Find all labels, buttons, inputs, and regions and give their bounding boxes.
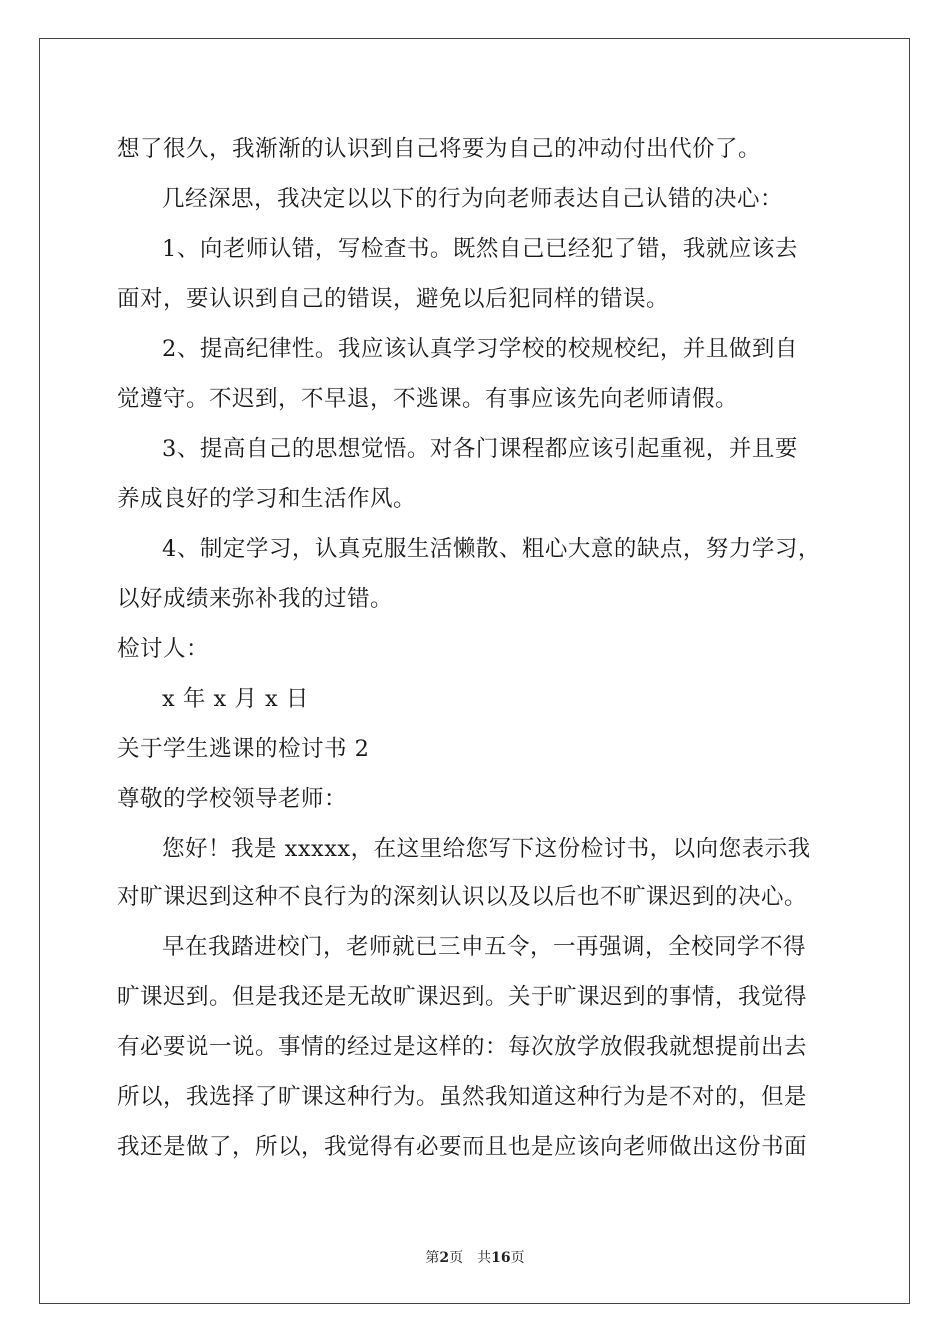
- list-item-4-line: 以好成绩来弥补我的过错。: [117, 586, 394, 612]
- page-frame: [39, 38, 910, 1304]
- paragraph-line: 我还是做了，所以，我觉得有必要而且也是应该向老师做出这份书面: [117, 1134, 808, 1160]
- list-item-1-line: 面对，要认识到自己的错误，避免以后犯同样的错误。: [117, 286, 670, 312]
- paragraph-line: 早在我踏进校门，老师就已三申五令，一再强调，全校同学不得: [162, 934, 807, 960]
- list-item-3-line: 养成良好的学习和生活作风。: [117, 486, 417, 512]
- paragraph-line: 几经深思，我决定以以下的行为向老师表达自己认错的决心：: [162, 186, 784, 212]
- paragraph-line: 您好！我是 xxxxx，在这里给您写下这份检讨书，以向您表示我: [162, 836, 811, 862]
- list-item-1-line: 1、向老师认错，写检查书。既然自己已经犯了错，我就应该去: [162, 236, 798, 262]
- page-footer: [0, 1248, 950, 1268]
- page-mid: 页 共: [449, 1250, 492, 1266]
- paragraph-line: 所以，我选择了旷课这种行为。虽然我知道这种行为是不对的，但是: [117, 1084, 808, 1110]
- signature-label: 检讨人：: [117, 636, 210, 662]
- paragraph-line: 对旷课迟到这种不良行为的深刻认识以及以后也不旷课迟到的决心。: [117, 884, 808, 910]
- page-suffix: 页: [510, 1250, 525, 1266]
- page-prefix: 第: [425, 1250, 440, 1266]
- page-total: 16: [491, 1250, 511, 1266]
- section-title: 关于学生逃课的检讨书 2: [117, 736, 370, 762]
- paragraph-line: 旷课迟到。但是我还是无故旷课迟到。关于旷课迟到的事情，我觉得: [117, 984, 808, 1010]
- paragraph-line: 想了很久，我渐渐的认识到自己将要为自己的冲动付出代价了。: [117, 136, 762, 162]
- page-current: 2: [439, 1250, 450, 1266]
- list-item-2-line: 觉遵守。不迟到，不早退，不逃课。有事应该先向老师请假。: [117, 386, 739, 412]
- paragraph-line: 有必要说一说。事情的经过是这样的：每次放学放假我就想提前出去: [117, 1034, 808, 1060]
- date-line: x 年 x 月 x 日: [162, 686, 309, 712]
- list-item-4-line: 4、制定学习，认真克服生活懒散、粗心大意的缺点，努力学习，: [162, 536, 821, 562]
- list-item-2-line: 2、提高纪律性。我应该认真学习学校的校规校纪，并且做到自: [162, 336, 798, 362]
- list-item-3-line: 3、提高自己的思想觉悟。对各门课程都应该引起重视，并且要: [162, 436, 798, 462]
- salutation: 尊敬的学校领导老师：: [117, 786, 348, 812]
